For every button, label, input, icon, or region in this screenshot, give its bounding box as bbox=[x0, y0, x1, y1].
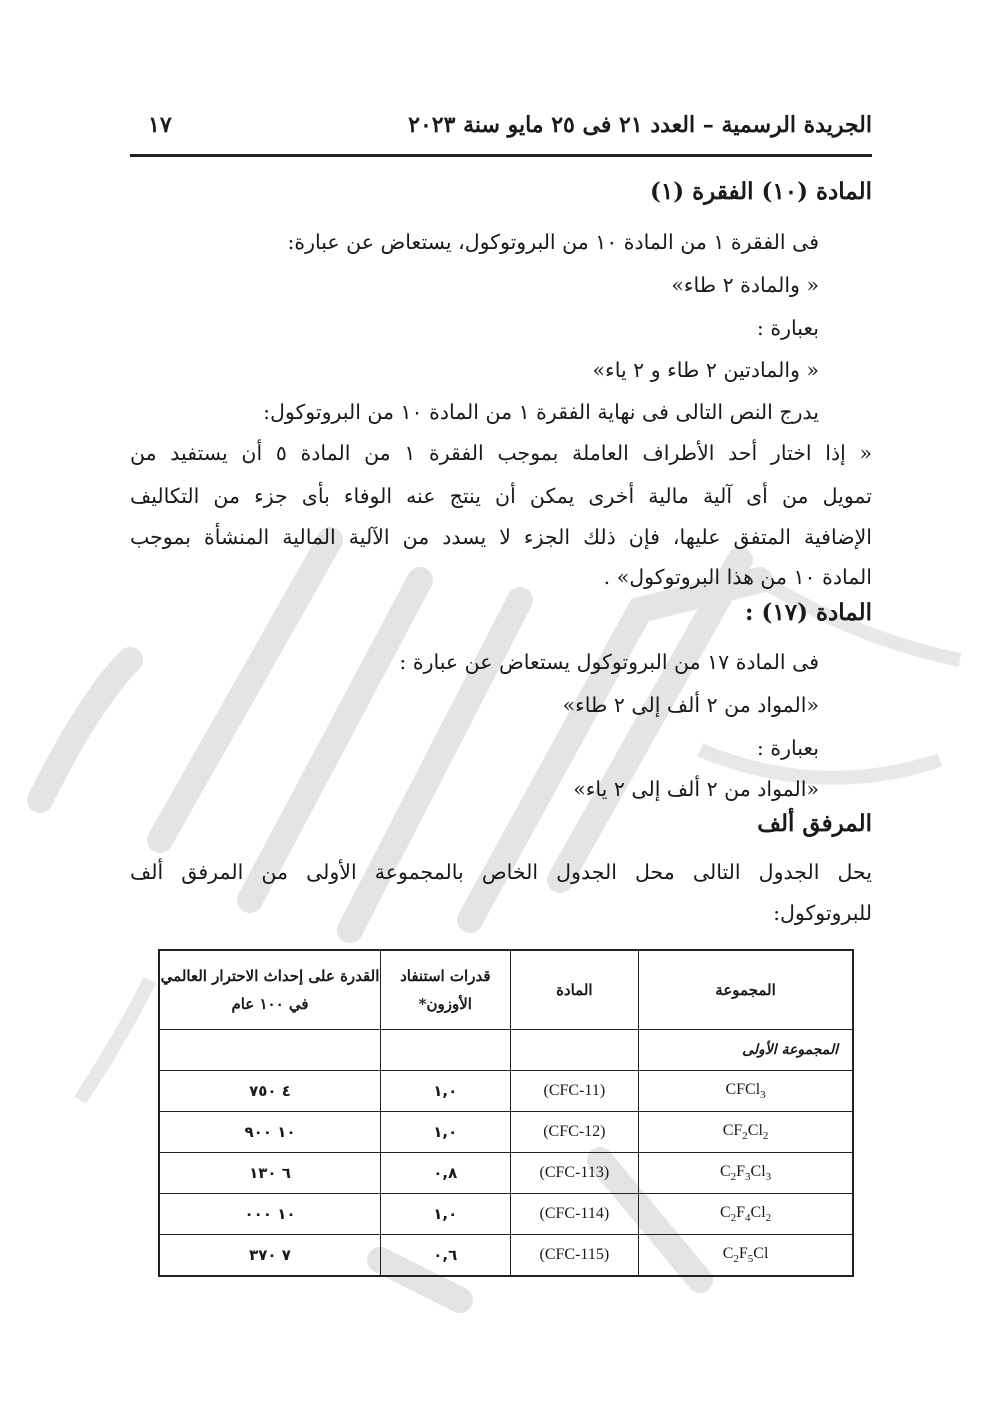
substance-code: (CFC-11) bbox=[510, 1071, 639, 1112]
article-10-old-phrase: « والمادة ٢ طاء» bbox=[671, 273, 819, 297]
global-warming-value: ٧ ٣٧٠ bbox=[159, 1235, 381, 1277]
ozone-depletion-value: ١,٠ bbox=[381, 1071, 511, 1112]
global-warming-value: ٤ ٧٥٠ bbox=[159, 1071, 381, 1112]
table-header-row bbox=[159, 950, 853, 1030]
table-row bbox=[159, 1112, 853, 1153]
chemical-formula: $CF_2Cl_2$ bbox=[639, 1112, 853, 1153]
chemical-formula: $C_2F_5Cl$ bbox=[639, 1235, 853, 1277]
empty-cell bbox=[159, 1030, 381, 1071]
chemical-formula: $C_2F_3Cl_3$ bbox=[639, 1153, 853, 1194]
gazette-title: الجريدة الرسمية – العدد ٢١ فى ٢٥ مايو سنة ٢٠٢٣ bbox=[408, 112, 872, 138]
annex-a-group-1-table bbox=[158, 949, 854, 1277]
annex-paragraph-line-2: للبروتوكول: bbox=[773, 901, 872, 925]
ozone-depletion-value: ٠,٦ bbox=[381, 1235, 511, 1277]
global-warming-value: ١٠ ٠٠٠ bbox=[159, 1194, 381, 1235]
ozone-depletion-value: ٠,٨ bbox=[381, 1153, 511, 1194]
page-number: ١٧ bbox=[148, 112, 172, 138]
global-warming-value: ١٠ ٩٠٠ bbox=[159, 1112, 381, 1153]
annex-paragraph-line-1: يحل الجدول التالى محل الجدول الخاص بالمجموعة الأولى من المرفق ألف bbox=[130, 860, 872, 884]
substance-code: (CFC-113) bbox=[510, 1153, 639, 1194]
empty-cell bbox=[510, 1030, 639, 1071]
article-17-replacement-label: بعبارة : bbox=[756, 736, 819, 760]
article-10-new-phrase: « والمادتين ٢ طاء و ٢ ياء» bbox=[592, 358, 819, 382]
group-label: المجموعة الأولى bbox=[639, 1030, 853, 1071]
chemical-formula: $C_2F_4Cl_2$ bbox=[639, 1194, 853, 1235]
article-10-paragraph-line-3: الإضافية المتفق عليها، فإن ذلك الجزء لا يسدد من الآلية المالية المنشأة بموجب bbox=[130, 525, 872, 549]
header-group: المجموعة bbox=[639, 950, 853, 1030]
article-10-insert-intro: يدرج النص التالى فى نهاية الفقرة ١ من المادة ١٠ من البروتوكول: bbox=[263, 400, 819, 424]
group-label-row bbox=[159, 1030, 853, 1071]
table-row bbox=[159, 1153, 853, 1194]
table-row bbox=[159, 1235, 853, 1277]
chemical-formula: CFCl$_3$ bbox=[639, 1071, 853, 1112]
header-divider bbox=[130, 154, 872, 157]
article-10-heading: المادة (١٠) الفقرة (١) bbox=[649, 178, 872, 205]
article-10-paragraph-line-4: المادة ١٠ من هذا البروتوكول» . bbox=[603, 565, 872, 589]
substance-code: (CFC-12) bbox=[510, 1112, 639, 1153]
article-10-paragraph-line-2: تمويل من أى آلية مالية أخرى يمكن أن ينتج عنه الوفاء بأى جزء من التكاليف bbox=[130, 484, 872, 508]
ozone-depletion-value: ١,٠ bbox=[381, 1194, 511, 1235]
article-10-replacement-label: بعبارة : bbox=[756, 316, 819, 340]
article-10-paragraph-line-1: « إذا اختار أحد الأطراف العاملة بموجب الفقرة ١ من المادة ٥ أن يستفيد من bbox=[130, 441, 873, 465]
article-17-old-phrase: «المواد من ٢ ألف إلى ٢ طاء» bbox=[562, 693, 819, 717]
ozone-depletion-value: ١,٠ bbox=[381, 1112, 511, 1153]
annex-heading: المرفق ألف bbox=[757, 810, 872, 837]
article-10-line-1: فى الفقرة ١ من المادة ١٠ من البروتوكول، يستعاض عن عبارة: bbox=[287, 230, 819, 254]
article-17-heading: المادة (١٧) : bbox=[745, 599, 872, 626]
header-substance: المادة bbox=[510, 950, 639, 1030]
article-17-new-phrase: «المواد من ٢ ألف إلى ٢ ياء» bbox=[573, 777, 819, 801]
empty-cell bbox=[381, 1030, 511, 1071]
header-global-warming: القدرة على إحداث الاحترار العالمي في ١٠٠ عام bbox=[159, 950, 381, 1030]
header-ozone-depletion: قدرات استنفاد الأوزون* bbox=[381, 950, 511, 1030]
article-17-line-1: فى المادة ١٧ من البروتوكول يستعاض عن عبارة : bbox=[399, 650, 819, 674]
page-header bbox=[130, 112, 872, 148]
substance-code: (CFC-114) bbox=[510, 1194, 639, 1235]
table-row bbox=[159, 1194, 853, 1235]
table-row bbox=[159, 1071, 853, 1112]
global-warming-value: ٦ ١٣٠ bbox=[159, 1153, 381, 1194]
substance-code: (CFC-115) bbox=[510, 1235, 639, 1277]
